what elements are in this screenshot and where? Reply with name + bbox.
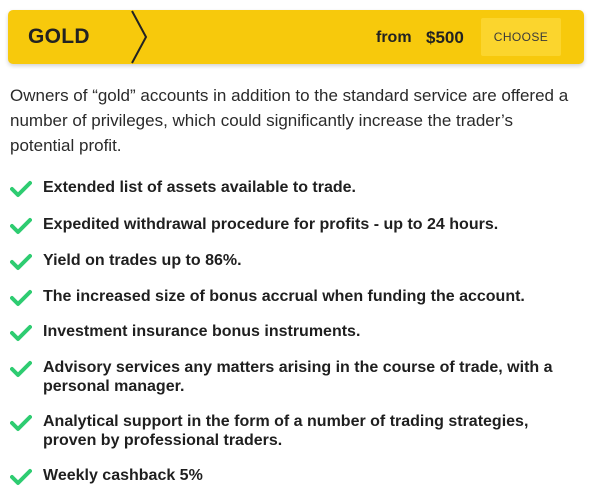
plan-description: Owners of “gold” accounts in addition to the standard service are offered a number of privileges, which could significantly increase the trader’s potential profit.: [10, 86, 569, 155]
plan-header-bar[interactable]: [8, 10, 584, 64]
plan-name: GOLD: [28, 25, 90, 48]
benefit-text: The increased size of bonus accrual when funding the account.: [43, 288, 525, 305]
benefit-text: Weekly cashback 5%: [43, 467, 203, 484]
benefit-text: Expedited withdrawal procedure for profits - up to 24 hours.: [43, 216, 499, 233]
benefit-text: Analytical support in the form of a number of trading strategies, proven by professional traders.: [43, 413, 529, 449]
checkmark-icon: [10, 253, 32, 271]
chevron-right-icon: [128, 10, 152, 64]
benefit-text: Yield on trades up to 86%.: [43, 252, 242, 269]
price-amount: $500: [426, 28, 464, 47]
checkmark-icon: [10, 414, 32, 432]
checkmark-icon: [10, 360, 32, 378]
checkmark-icon: [10, 180, 32, 198]
choose-button[interactable]: CHOOSE: [481, 18, 561, 56]
price-prefix: from: [376, 29, 412, 46]
checkmark-icon: [10, 217, 32, 235]
benefit-text: Investment insurance bonus instruments.: [43, 323, 361, 340]
checkmark-icon: [10, 468, 32, 486]
benefit-text: Advisory services any matters arising in the course of trade, with a personal manager.: [43, 359, 553, 395]
checkmark-icon: [10, 289, 32, 307]
benefit-text: Extended list of assets available to trade.: [43, 179, 356, 196]
checkmark-icon: [10, 324, 32, 342]
